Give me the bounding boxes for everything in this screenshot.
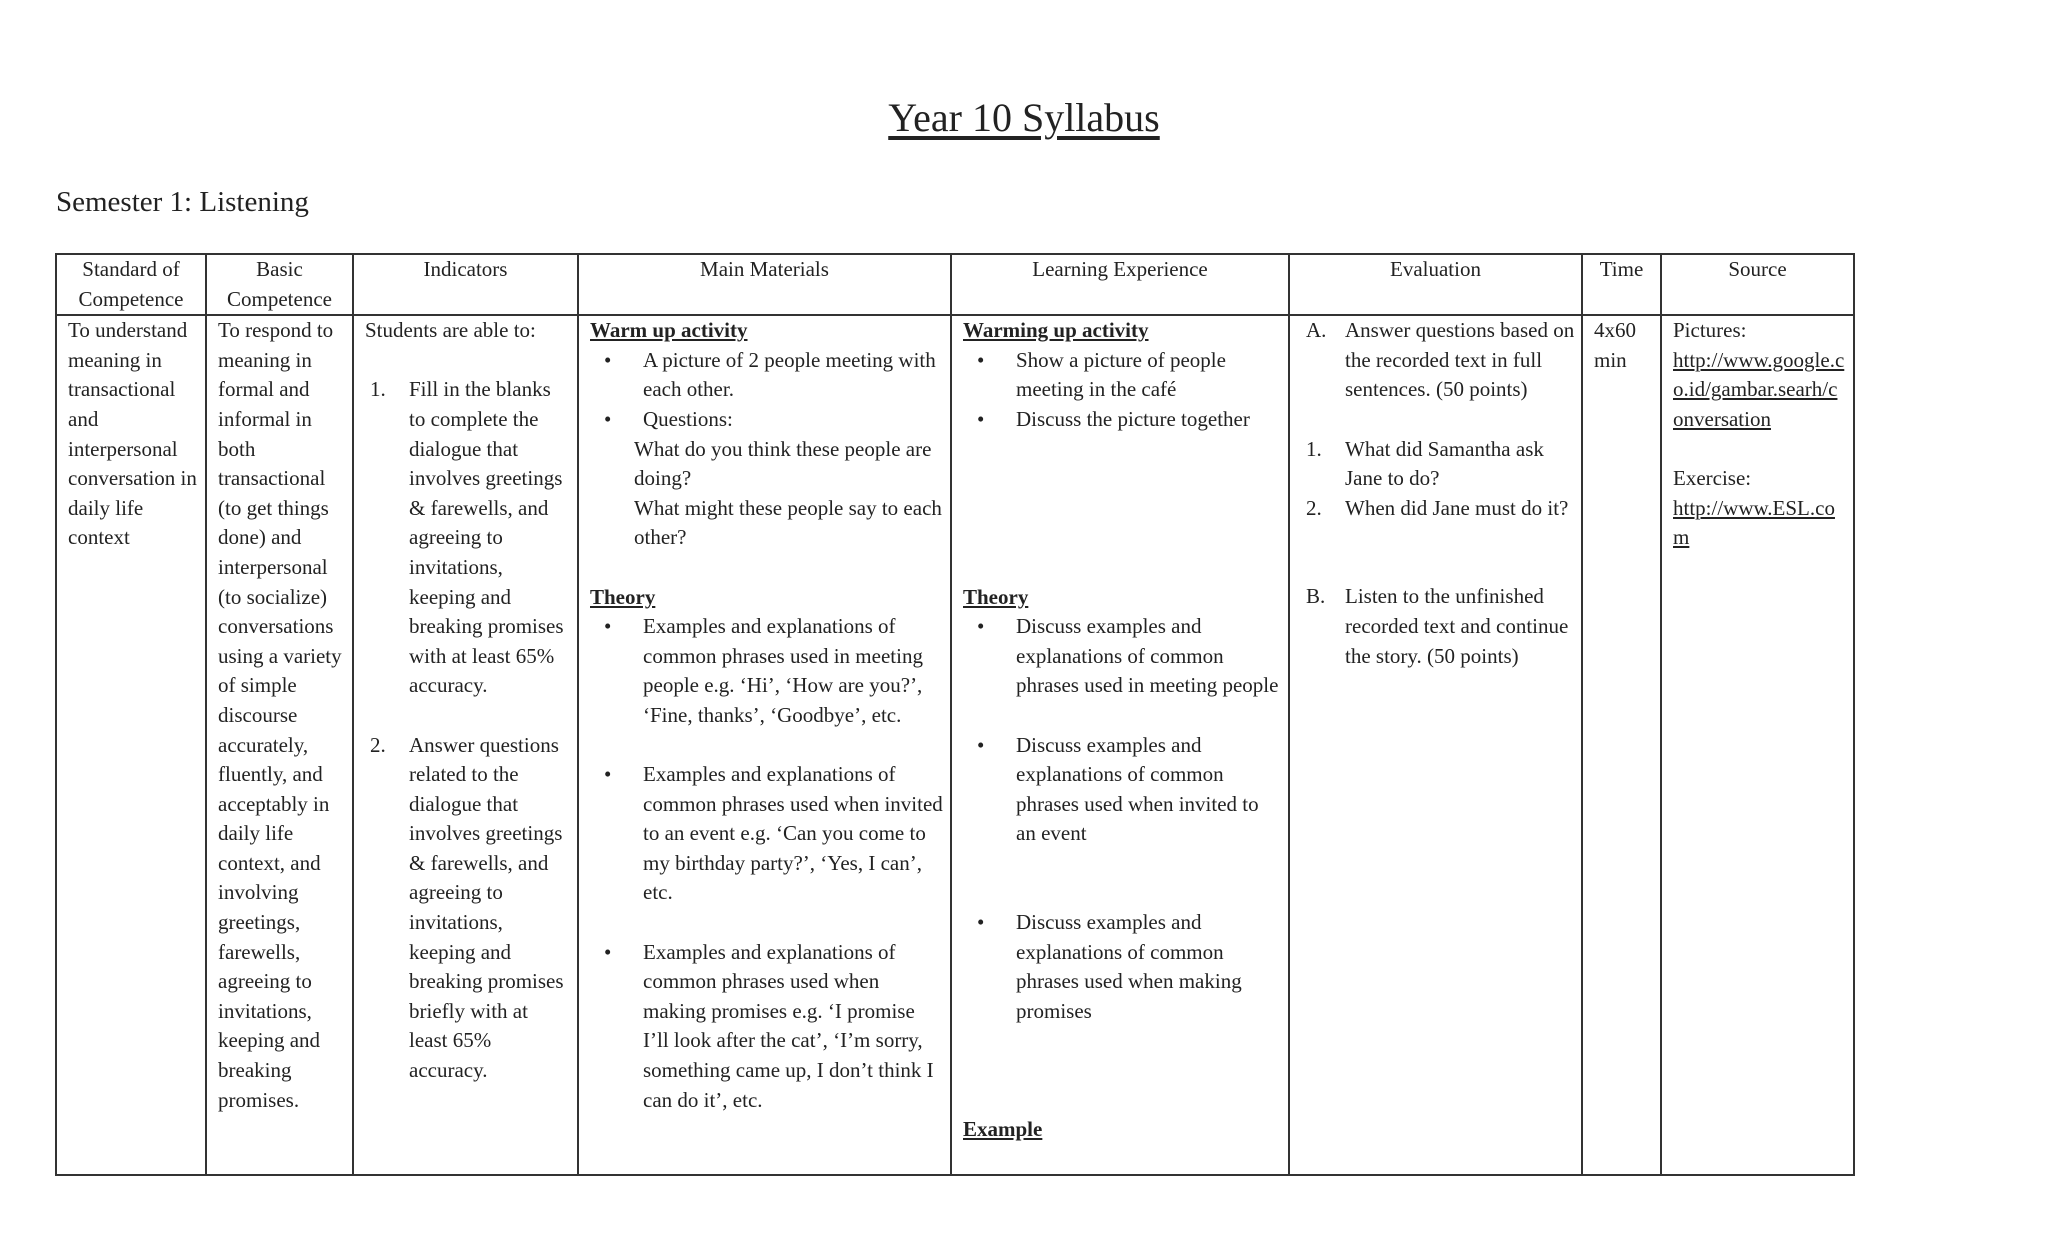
header-materials: Main Materials xyxy=(578,254,951,315)
materials-question-1: What do you think these people are doing? xyxy=(634,436,932,491)
list-item: • Discuss examples and explanations of common phrases used when invited to an event xyxy=(963,731,1282,849)
source-pictures-label: Pictures: xyxy=(1673,318,1747,343)
header-basic: Basic Competence xyxy=(206,254,353,315)
section-heading: Semester 1: Listening xyxy=(56,186,309,218)
list-item: • Questions: xyxy=(590,405,944,435)
cell-source xyxy=(1661,315,1854,1175)
list-item: • Discuss the picture together xyxy=(963,405,1282,435)
cell-indicators xyxy=(353,315,578,1175)
cell-materials xyxy=(578,315,951,1175)
list-item: • Examples and explanations of common phrases used in meeting people e.g. ‘Hi’, ‘How are you?’, ‘Fine, thanks’, ‘Goodbye’, etc. xyxy=(590,612,944,730)
learning-warmup-list xyxy=(963,346,1282,435)
learning-warmup-heading: Warming up activity xyxy=(963,318,1149,343)
list-item-text: Answer questions based on the recorded text in full sentences. (50 points) xyxy=(1345,318,1575,402)
cell-standard xyxy=(56,315,206,1175)
list-item: • Examples and explanations of common phrases used when making promises e.g. ‘I promise I’ll look after the cat’, ‘I’m sorry, something came up, I don’t think I can do it’, etc. xyxy=(590,938,944,1116)
cell-time xyxy=(1582,315,1661,1175)
indicators-list xyxy=(365,375,571,1085)
indicators-intro: Students are able to: xyxy=(365,318,536,343)
basic-text: To respond to meaning in formal and informal in both transactional (to get things done) and interpersonal (to socialize) conversations using a variety of simple discourse accurately, fluently, and acceptably in daily life context, and involving greetings, farewells, agreeing to invitations, keeping and breaking promises. xyxy=(218,318,342,1112)
list-item: • Discuss examples and explanations of common phrases used when making promises xyxy=(963,908,1282,1026)
evaluation-list xyxy=(1301,316,1575,671)
materials-warmup-list xyxy=(590,346,944,435)
list-number: 2. xyxy=(370,732,386,757)
list-item xyxy=(1301,494,1575,524)
list-item: • Examples and explanations of common phrases used when invited to an event e.g. ‘Can you come to my birthday party?’, ‘Yes, I can’, etc. xyxy=(590,760,944,908)
source-exercise-link[interactable]: http://www.ESL.com xyxy=(1673,495,1835,550)
list-item-text: What did Samantha ask Jane to do? xyxy=(1345,436,1544,491)
list-item-text: Answer questions related to the dialogue that involves greetings & farewells, and agreeing to invitations, keeping and breaking promises briefly with at least 65% accuracy. xyxy=(409,732,564,1083)
header-learning: Learning Experience xyxy=(951,254,1289,315)
materials-theory-list xyxy=(590,760,944,908)
materials-theory-list xyxy=(590,612,944,730)
list-item: • A picture of 2 people meeting with each other. xyxy=(590,346,944,405)
list-item xyxy=(365,731,571,1086)
source-pictures-link[interactable]: http://www.google.co.id/gambar.searh/conversation xyxy=(1673,347,1845,431)
list-item-text: Listen to the unfinished recorded text and continue the story. (50 points) xyxy=(1345,584,1569,668)
source-exercise-label: Exercise: xyxy=(1673,466,1752,491)
header-row xyxy=(56,254,1854,315)
syllabus-table xyxy=(55,253,1855,1176)
list-item xyxy=(1301,316,1575,405)
list-item xyxy=(365,375,571,701)
list-number: 2. xyxy=(1306,495,1322,520)
list-item-text: Fill in the blanks to complete the dialogue that involves greetings & farewells, and agreeing to invitations, keeping and breaking promises with at least 65% accuracy. xyxy=(409,377,564,698)
learning-theory-list xyxy=(963,612,1282,701)
learning-example-heading: Example xyxy=(963,1117,1043,1142)
materials-theory-heading: Theory xyxy=(590,584,656,609)
materials-question-2: What might these people say to each other? xyxy=(634,495,942,550)
cell-basic xyxy=(206,315,353,1175)
list-number: 1. xyxy=(370,377,386,402)
materials-theory-list xyxy=(590,938,944,1116)
header-source: Source xyxy=(1661,254,1854,315)
list-number: B. xyxy=(1306,584,1326,609)
learning-theory-list xyxy=(963,908,1282,1026)
learning-theory-heading: Theory xyxy=(963,584,1029,609)
materials-warmup-heading: Warm up activity xyxy=(590,318,748,343)
standard-text: To understand meaning in transactional and interpersonal conversation in daily life context xyxy=(68,318,197,550)
cell-learning xyxy=(951,315,1289,1175)
header-indicators: Indicators xyxy=(353,254,578,315)
list-item: • Discuss examples and explanations of common phrases used in meeting people xyxy=(963,612,1282,701)
header-time: Time xyxy=(1582,254,1661,315)
list-item xyxy=(1301,435,1575,494)
header-standard: Standard of Competence xyxy=(56,254,206,315)
list-item: • Show a picture of people meeting in the café xyxy=(963,346,1282,405)
list-item xyxy=(1301,582,1575,671)
list-item-text: When did Jane must do it? xyxy=(1345,495,1569,520)
cell-evaluation xyxy=(1289,315,1582,1175)
page-title: Year 10 Syllabus xyxy=(888,95,1160,140)
list-number: 1. xyxy=(1306,436,1322,461)
header-evaluation: Evaluation xyxy=(1289,254,1582,315)
list-number: A. xyxy=(1306,318,1327,343)
learning-theory-list xyxy=(963,731,1282,849)
time-text: 4x60 min xyxy=(1594,318,1636,372)
table-row xyxy=(56,315,1854,1175)
